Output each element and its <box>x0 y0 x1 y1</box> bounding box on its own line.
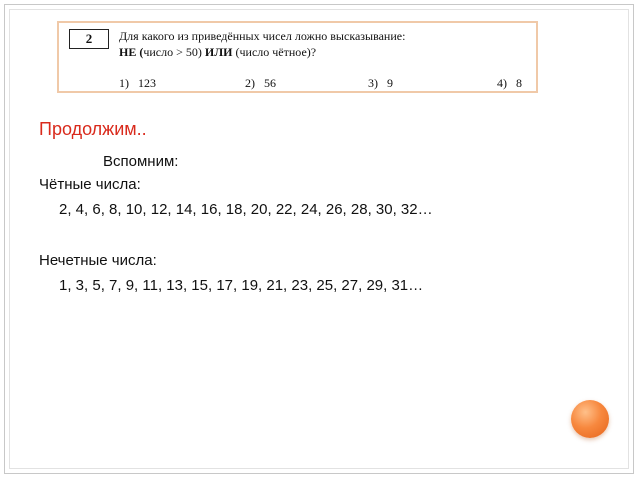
option-value: 123 <box>138 76 156 90</box>
task-question-line2 <box>119 45 316 60</box>
option-label: 3) <box>368 76 378 90</box>
task-question-line1: Для какого из приведённых чисел ложно высказывание: <box>119 29 406 43</box>
task-condition-2: (число чётное)? <box>232 45 317 59</box>
option-value: 9 <box>387 76 393 90</box>
task-not-keyword: НЕ ( <box>119 45 144 59</box>
option-label: 2) <box>245 76 255 90</box>
slide-heading: Продолжим.. <box>39 119 147 139</box>
recall-label: Вспомним: <box>103 153 179 170</box>
task-or-keyword: ИЛИ <box>204 45 233 59</box>
odd-numbers-label: Нечетные числа: <box>39 252 157 269</box>
option-label: 4) <box>497 76 507 90</box>
task-number: 2 <box>69 29 109 49</box>
task-option-2 <box>245 76 276 91</box>
option-value: 56 <box>264 76 276 90</box>
task-option-4 <box>497 76 522 91</box>
option-label: 1) <box>119 76 129 90</box>
task-option-3 <box>368 76 393 91</box>
even-numbers-list: 2, 4, 6, 8, 10, 12, 14, 16, 18, 20, 22, 24, 26, 28, 30, 32… <box>59 201 433 218</box>
task-condition-1: число > 50) <box>143 45 205 59</box>
orange-orb-decoration <box>571 400 609 438</box>
odd-numbers-list: 1, 3, 5, 7, 9, 11, 13, 15, 17, 19, 21, 23, 25, 27, 29, 31… <box>59 277 424 294</box>
even-numbers-label: Чётные числа: <box>39 176 141 193</box>
task-box <box>57 21 538 93</box>
option-value: 8 <box>516 76 522 90</box>
task-option-1 <box>119 76 156 91</box>
